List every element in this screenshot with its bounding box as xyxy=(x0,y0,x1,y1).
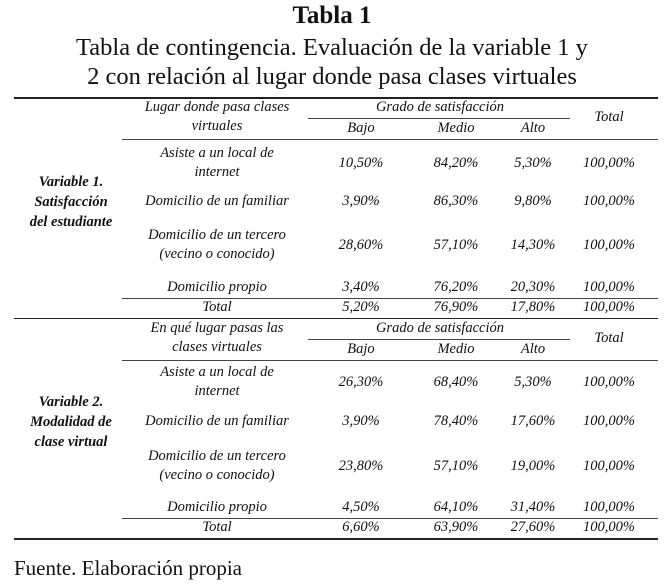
place-header-line: clases virtuales xyxy=(172,339,262,355)
cell-alto: 20,30% xyxy=(510,279,556,295)
cell-total: 100,00% xyxy=(583,193,635,209)
row-place-label: Domicilio de un tercero xyxy=(148,448,286,464)
variable-label-line: Variable 1. xyxy=(38,174,104,190)
total-cell-total: 100,00% xyxy=(583,519,635,535)
cell-alto: 17,60% xyxy=(510,413,556,429)
cell-bajo: 23,80% xyxy=(338,458,384,474)
row-place-label: internet xyxy=(194,383,240,399)
column-header-bajo: Bajo xyxy=(347,341,375,357)
cell-bajo: 28,60% xyxy=(338,237,384,253)
total-row-label: Total xyxy=(202,299,232,315)
satisfaction-underline xyxy=(308,339,570,340)
cell-bajo: 3,90% xyxy=(342,193,380,209)
row-place-label: Domicilio de un familiar xyxy=(145,412,289,429)
table-title: Tabla 1 xyxy=(292,2,372,29)
row-place-label: Asiste a un local de xyxy=(160,364,274,380)
cell-medio: 78,40% xyxy=(433,413,479,429)
cell-medio: 86,30% xyxy=(433,193,479,209)
row-place-label: (vecino o conocido) xyxy=(159,467,275,483)
row-place-label: Asiste a un local de xyxy=(160,145,274,161)
total-cell-medio: 76,90% xyxy=(433,299,479,315)
row-place-label: Domicilio de un tercero xyxy=(148,227,286,243)
cell-alto: 14,30% xyxy=(510,237,556,253)
column-header-alto: Alto xyxy=(520,120,546,136)
cell-medio: 57,10% xyxy=(433,458,479,474)
place-header-line: En qué lugar pasas las xyxy=(150,320,284,336)
total-cell-bajo: 5,20% xyxy=(342,299,380,315)
variable-label-line: del estudiante xyxy=(29,214,113,230)
section-top-rule xyxy=(14,318,658,319)
cell-total: 100,00% xyxy=(583,499,635,515)
place-header-line: virtuales xyxy=(191,118,243,134)
variable-label xyxy=(14,172,128,232)
cell-bajo: 4,50% xyxy=(342,499,380,515)
total-header: Total xyxy=(594,330,624,346)
cell-medio: 57,10% xyxy=(433,237,479,253)
satisfaction-header: Grado de satisfacción xyxy=(375,99,505,115)
total-header: Total xyxy=(594,109,624,125)
column-header-alto: Alto xyxy=(520,341,546,357)
variable-label-line: Modalidad de xyxy=(30,414,112,430)
variable-label-line: Satisfacción xyxy=(34,194,108,210)
cell-alto: 19,00% xyxy=(510,458,556,474)
table-bottom-rule xyxy=(14,538,658,540)
header-bottom-rule xyxy=(122,360,658,361)
total-cell-bajo: 6,60% xyxy=(342,519,380,535)
total-cell-total: 100,00% xyxy=(583,299,635,315)
variable-label-line: clase virtual xyxy=(34,434,108,450)
cell-total: 100,00% xyxy=(583,279,635,295)
source-note: Fuente. Elaboración propia xyxy=(14,556,243,580)
variable-label-line: Variable 2. xyxy=(38,394,104,410)
cell-medio: 84,20% xyxy=(433,155,479,171)
cell-total: 100,00% xyxy=(583,374,635,390)
cell-total: 100,00% xyxy=(583,458,635,474)
total-cell-alto: 17,80% xyxy=(510,299,556,315)
row-place-label: Domicilio propio xyxy=(167,278,267,295)
row-place-label: Domicilio propio xyxy=(167,498,267,515)
cell-alto: 31,40% xyxy=(510,499,556,515)
column-header-bajo: Bajo xyxy=(347,120,375,136)
variable-label xyxy=(14,392,128,452)
table-caption-line-1: Tabla de contingencia. Evaluación de la variable 1 y xyxy=(76,34,588,61)
cell-medio: 76,20% xyxy=(433,279,479,295)
table-caption-line-2: 2 con relación al lugar donde pasa clases virtuales xyxy=(87,63,577,90)
column-header-medio: Medio xyxy=(437,341,475,357)
row-place-label: (vecino o conocido) xyxy=(159,246,275,262)
cell-alto: 5,30% xyxy=(514,155,552,171)
cell-total: 100,00% xyxy=(583,237,635,253)
column-header-medio: Medio xyxy=(437,120,475,136)
row-place-label: internet xyxy=(194,164,240,180)
cell-bajo: 3,40% xyxy=(342,279,380,295)
cell-medio: 68,40% xyxy=(433,374,479,390)
cell-total: 100,00% xyxy=(583,155,635,171)
total-cell-alto: 27,60% xyxy=(510,519,556,535)
cell-alto: 9,80% xyxy=(514,193,552,209)
cell-total: 100,00% xyxy=(583,413,635,429)
header-bottom-rule xyxy=(122,139,658,140)
cell-medio: 64,10% xyxy=(433,499,479,515)
row-place-label: Domicilio de un familiar xyxy=(145,192,289,209)
cell-bajo: 26,30% xyxy=(338,374,384,390)
table-caption xyxy=(0,33,664,91)
total-row-label: Total xyxy=(202,519,232,535)
place-header-line: Lugar donde pasa clases xyxy=(144,99,290,115)
satisfaction-header: Grado de satisfacción xyxy=(375,320,505,336)
satisfaction-underline xyxy=(308,118,570,119)
cell-bajo: 3,90% xyxy=(342,413,380,429)
cell-alto: 5,30% xyxy=(514,374,552,390)
cell-bajo: 10,50% xyxy=(338,155,384,171)
total-cell-medio: 63,90% xyxy=(433,519,479,535)
